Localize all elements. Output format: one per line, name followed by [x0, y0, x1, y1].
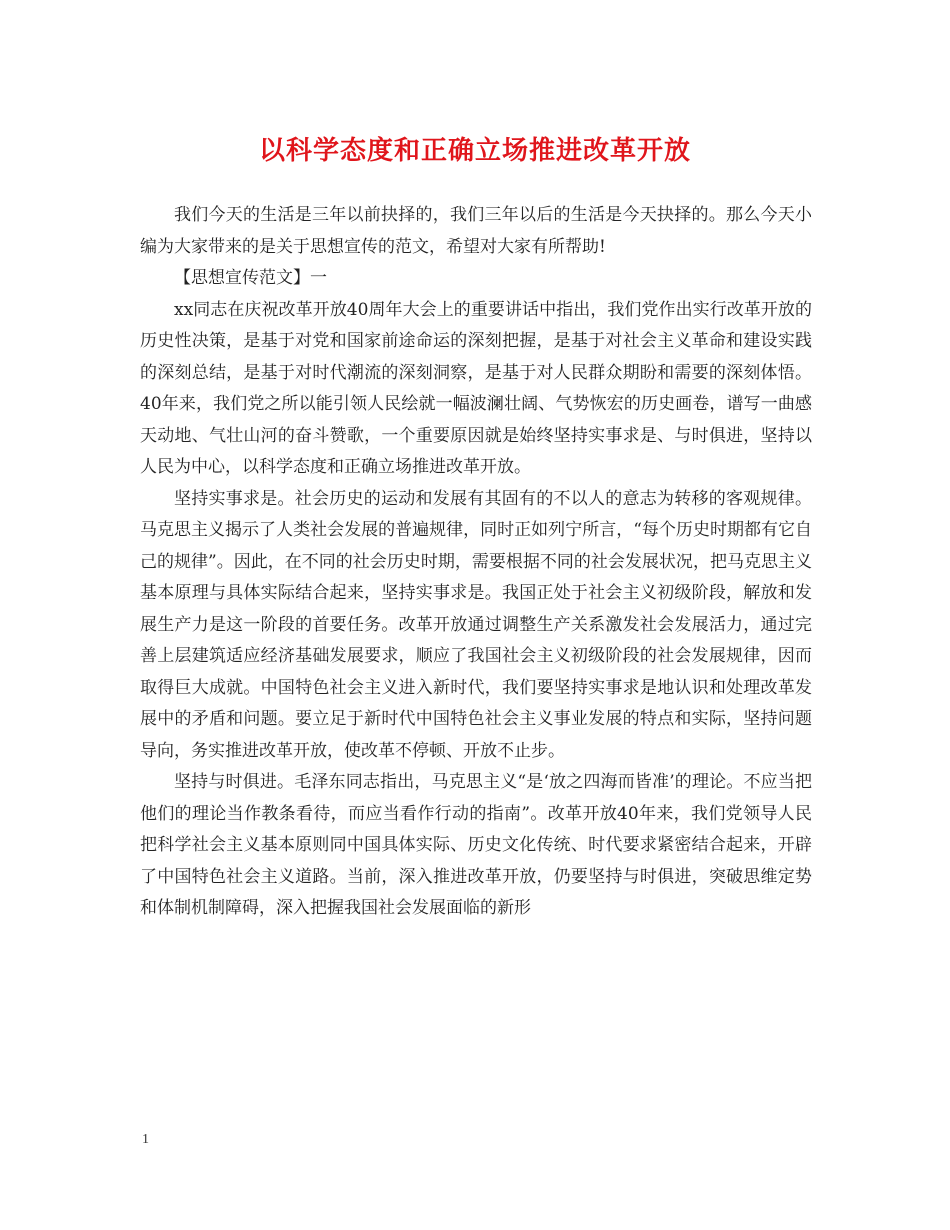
intro-paragraph: 我们今天的生活是三年以前抉择的，我们三年以后的生活是今天抉择的。那么今天小编为大家带来的是关于思想宣传的范文，希望对大家有所帮助!: [140, 205, 812, 257]
page-number: 1: [142, 1132, 149, 1147]
body-paragraph: 坚持实事求是。社会历史的运动和发展有其固有的不以人的意志为转移的客观规律。马克思主义揭示了人类社会发展的普遍规律，同时正如列宁所言，“每个历史时期都有它自己的规律”。因此，在不同的社会历史时期，需要根据不同的社会发展状况，把马克思主义基本原理与具体实际结合起来，坚持实事求是。我国正处于社会主义初级阶段，解放和发展生产力是这一阶段的首要任务。改革开放通过调整生产关系激发社会发展活力，通过完善上层建筑适应经济基础发展要求，顺应了我国社会主义初级阶段的社会发展规律，因而取得巨大成就。中国特色社会主义进入新时代，我们要坚持实事求是地认识和处理改革发展中的矛盾和问题。要立足于新时代中国特色社会主义事业发展的特点和实际，坚持问题导向，务实推进改革开放，使改革不停顿、开放不止步。: [140, 488, 812, 761]
section-heading: 【思想宣传范文】一: [174, 268, 327, 288]
body-paragraph: 坚持与时俱进。毛泽东同志指出，马克思主义“是‘放之四海而皆准’的理论。不应当把他们的理论当作教条看待，而应当看作行动的指南”。改革开放40年来，我们党领导人民把科学社会主义基本原则同中国具体实际、历史文化传统、时代要求紧密结合起来，开辟了中国特色社会主义道路。当前，深入推进改革开放，仍要坚持与时俱进，突破思维定势和体制机制障碍，深入把握我国社会发展面临的新形: [140, 772, 812, 918]
document-title: 以科学态度和正确立场推进改革开放: [258, 136, 691, 166]
body-paragraph: xx同志在庆祝改革开放40周年大会上的重要讲话中指出，我们党作出实行改革开放的历史性决策，是基于对党和国家前途命运的深刻把握，是基于对社会主义革命和建设实践的深刻总结，是基于对时代潮流的深刻洞察，是基于对人民群众期盼和需要的深刻体悟。40年来，我们党之所以能引领人民绘就一幅波澜壮阔、气势恢宏的历史画卷，谱写一曲感天动地、气壮山河的奋斗赞歌，一个重要原因就是始终坚持实事求是、与时俱进，坚持以人民为中心，以科学态度和正确立场推进改革开放。: [140, 299, 812, 477]
document-body: [140, 200, 812, 925]
